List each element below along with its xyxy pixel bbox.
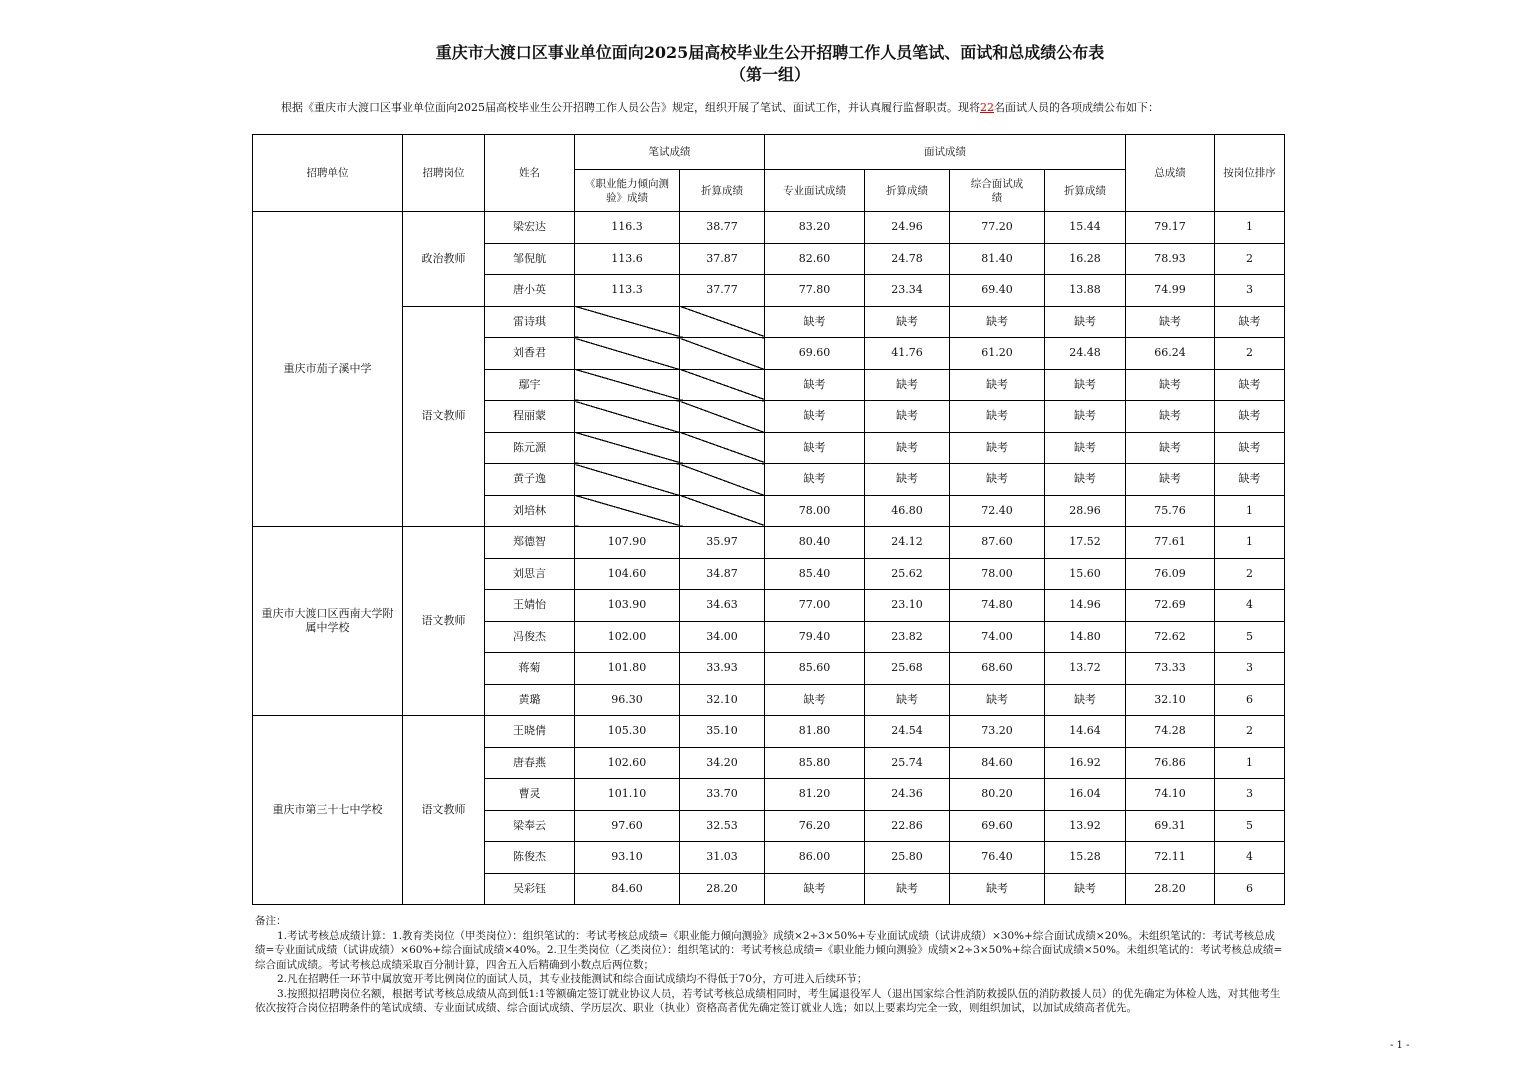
cell-comp-interview: 74.00 — [950, 621, 1045, 653]
cell-written-score: 107.90 — [575, 527, 680, 559]
cell-written-converted: 34.87 — [680, 558, 765, 590]
cell-name: 刘香君 — [485, 338, 575, 370]
cell-comp-interview: 61.20 — [950, 338, 1045, 370]
cell-pro-converted: 22.86 — [865, 810, 950, 842]
cell-name: 曹灵 — [485, 779, 575, 811]
cell-comp-converted: 缺考 — [1045, 432, 1126, 464]
cell-name: 梁宏达 — [485, 212, 575, 244]
cell-written-score: 102.00 — [575, 621, 680, 653]
page-title: 重庆市大渡口区事业单位面向2025届高校毕业生公开招聘工作人员笔试、面试和总成绩公布表 — [435, 43, 1105, 62]
cell-written-score — [575, 338, 680, 370]
cell-pro-converted: 25.68 — [865, 653, 950, 685]
cell-total: 72.62 — [1126, 621, 1215, 653]
cell-name: 刘培林 — [485, 495, 575, 527]
cell-total: 76.86 — [1126, 747, 1215, 779]
cell-comp-interview: 缺考 — [950, 306, 1045, 338]
cell-comp-converted: 16.92 — [1045, 747, 1126, 779]
cell-total: 69.31 — [1126, 810, 1215, 842]
cell-comp-interview: 缺考 — [950, 369, 1045, 401]
cell-rank: 缺考 — [1215, 369, 1285, 401]
cell-post: 语文教师 — [403, 527, 485, 716]
cell-pro-interview: 85.80 — [765, 747, 865, 779]
cell-rank: 5 — [1215, 810, 1285, 842]
cell-comp-interview: 69.40 — [950, 275, 1045, 307]
cell-pro-interview: 缺考 — [765, 464, 865, 496]
cell-pro-interview: 86.00 — [765, 842, 865, 874]
cell-name: 陈元源 — [485, 432, 575, 464]
cell-pro-interview: 缺考 — [765, 873, 865, 905]
cell-name: 梁奉云 — [485, 810, 575, 842]
table-row — [253, 527, 1285, 559]
intro-count: 22 — [980, 101, 994, 114]
cell-pro-converted: 缺考 — [865, 432, 950, 464]
notes-section — [255, 914, 1285, 1016]
cell-rank: 4 — [1215, 590, 1285, 622]
cell-comp-interview: 78.00 — [950, 558, 1045, 590]
cell-pro-converted: 23.34 — [865, 275, 950, 307]
cell-comp-interview: 69.60 — [950, 810, 1045, 842]
header-written-converted: 折算成绩 — [680, 170, 765, 212]
cell-comp-converted: 24.48 — [1045, 338, 1126, 370]
cell-comp-converted: 缺考 — [1045, 684, 1126, 716]
cell-written-score: 113.6 — [575, 243, 680, 275]
cell-written-score: 113.3 — [575, 275, 680, 307]
cell-rank: 2 — [1215, 243, 1285, 275]
cell-written-converted: 33.70 — [680, 779, 765, 811]
cell-written-converted: 28.20 — [680, 873, 765, 905]
cell-total: 缺考 — [1126, 464, 1215, 496]
cell-name: 王晓倩 — [485, 716, 575, 748]
cell-rank: 3 — [1215, 653, 1285, 685]
cell-rank: 3 — [1215, 779, 1285, 811]
cell-pro-interview: 79.40 — [765, 621, 865, 653]
cell-comp-interview: 76.40 — [950, 842, 1045, 874]
cell-written-score: 102.60 — [575, 747, 680, 779]
cell-rank: 4 — [1215, 842, 1285, 874]
cell-pro-interview: 85.60 — [765, 653, 865, 685]
note-2: 2.凡在招聘任一环节中属放宽开考比例岗位的面试人员，其专业技能测试和综合面试成绩均不得低于70分，方可进入后续环节； — [277, 973, 868, 985]
cell-pro-converted: 24.78 — [865, 243, 950, 275]
cell-written-score — [575, 495, 680, 527]
cell-pro-converted: 23.82 — [865, 621, 950, 653]
cell-written-converted: 32.53 — [680, 810, 765, 842]
cell-pro-converted: 缺考 — [865, 401, 950, 433]
cell-unit: 重庆市第三十七中学校 — [253, 716, 403, 905]
cell-pro-converted: 24.12 — [865, 527, 950, 559]
cell-name: 蒋菊 — [485, 653, 575, 685]
cell-pro-interview: 缺考 — [765, 684, 865, 716]
cell-name: 邹倪航 — [485, 243, 575, 275]
cell-comp-converted: 16.04 — [1045, 779, 1126, 811]
cell-written-score: 116.3 — [575, 212, 680, 244]
cell-pro-interview: 81.20 — [765, 779, 865, 811]
cell-pro-interview: 缺考 — [765, 369, 865, 401]
cell-comp-converted: 14.96 — [1045, 590, 1126, 622]
header-interview: 面试成绩 — [765, 135, 1126, 170]
cell-written-converted — [680, 338, 765, 370]
page-number: - 1 - — [1390, 1040, 1410, 1051]
intro-text-after: 名面试人员的各项成绩公布如下： — [994, 101, 1159, 114]
cell-written-converted: 38.77 — [680, 212, 765, 244]
cell-total: 缺考 — [1126, 306, 1215, 338]
cell-rank: 5 — [1215, 621, 1285, 653]
cell-written-converted — [680, 464, 765, 496]
cell-name: 唐小英 — [485, 275, 575, 307]
cell-rank: 2 — [1215, 558, 1285, 590]
cell-rank: 缺考 — [1215, 401, 1285, 433]
cell-comp-converted: 13.92 — [1045, 810, 1126, 842]
cell-rank: 1 — [1215, 527, 1285, 559]
cell-pro-interview: 78.00 — [765, 495, 865, 527]
cell-comp-converted: 缺考 — [1045, 873, 1126, 905]
cell-name: 黄璐 — [485, 684, 575, 716]
cell-pro-interview: 81.80 — [765, 716, 865, 748]
cell-name: 程丽蒙 — [485, 401, 575, 433]
cell-rank: 缺考 — [1215, 464, 1285, 496]
scores-table — [252, 134, 1285, 905]
cell-written-score — [575, 432, 680, 464]
header-written-score: 《职业能力倾向测验》成绩 — [575, 170, 680, 212]
cell-comp-converted: 缺考 — [1045, 401, 1126, 433]
cell-written-score — [575, 369, 680, 401]
cell-pro-interview: 缺考 — [765, 306, 865, 338]
cell-name: 鄢宇 — [485, 369, 575, 401]
cell-pro-converted: 25.74 — [865, 747, 950, 779]
cell-written-converted: 35.97 — [680, 527, 765, 559]
cell-total: 74.99 — [1126, 275, 1215, 307]
cell-written-score — [575, 464, 680, 496]
cell-comp-converted: 16.28 — [1045, 243, 1126, 275]
cell-total: 66.24 — [1126, 338, 1215, 370]
cell-pro-converted: 缺考 — [865, 684, 950, 716]
cell-pro-converted: 41.76 — [865, 338, 950, 370]
cell-comp-converted: 13.88 — [1045, 275, 1126, 307]
cell-written-score: 96.30 — [575, 684, 680, 716]
cell-pro-converted: 缺考 — [865, 464, 950, 496]
cell-name: 唐春燕 — [485, 747, 575, 779]
cell-comp-converted: 13.72 — [1045, 653, 1126, 685]
header-pro-interview: 专业面试成绩 — [765, 170, 865, 212]
cell-pro-converted: 缺考 — [865, 306, 950, 338]
cell-pro-interview: 缺考 — [765, 432, 865, 464]
cell-comp-interview: 68.60 — [950, 653, 1045, 685]
cell-pro-converted: 24.36 — [865, 779, 950, 811]
cell-pro-converted: 23.10 — [865, 590, 950, 622]
header-unit: 招聘单位 — [253, 135, 403, 212]
cell-comp-interview: 77.20 — [950, 212, 1045, 244]
cell-unit: 重庆市茄子溪中学 — [253, 212, 403, 527]
cell-comp-converted: 15.28 — [1045, 842, 1126, 874]
cell-pro-interview: 82.60 — [765, 243, 865, 275]
cell-total: 缺考 — [1126, 432, 1215, 464]
cell-total: 75.76 — [1126, 495, 1215, 527]
cell-pro-interview: 76.20 — [765, 810, 865, 842]
cell-total: 79.17 — [1126, 212, 1215, 244]
cell-rank: 2 — [1215, 338, 1285, 370]
cell-comp-interview: 72.40 — [950, 495, 1045, 527]
cell-comp-converted: 15.60 — [1045, 558, 1126, 590]
cell-written-converted: 37.77 — [680, 275, 765, 307]
cell-rank: 1 — [1215, 747, 1285, 779]
cell-name: 陈俊杰 — [485, 842, 575, 874]
cell-pro-converted: 24.54 — [865, 716, 950, 748]
cell-total: 缺考 — [1126, 401, 1215, 433]
note-3: 3.按照拟招聘岗位名额，根据考试考核总成绩从高到低1:1等额确定签订就业协议人员，若考试考核总成绩相同时，考生属退役军人（退出国家综合性消防救援队伍的消防救援人员）的优先确定为体检人选，对其他考生依次按符合岗位招聘条件的笔试成绩、专业面试成绩、综合面试成绩、学历层次、职业（执业）资格高者优先确定签订就业人选；如以上要素均完全一致，则组织加试，以加试成绩高者优先。 — [255, 987, 1281, 1014]
cell-post: 语文教师 — [403, 306, 485, 527]
cell-comp-interview: 缺考 — [950, 432, 1045, 464]
header-pro-converted: 折算成绩 — [865, 170, 950, 212]
cell-written-converted — [680, 369, 765, 401]
cell-comp-interview: 缺考 — [950, 464, 1045, 496]
cell-name: 黄子逸 — [485, 464, 575, 496]
cell-post: 政治教师 — [403, 212, 485, 307]
cell-total: 74.28 — [1126, 716, 1215, 748]
cell-written-score: 104.60 — [575, 558, 680, 590]
note-1: 1.考试考核总成绩计算：1.教育类岗位（甲类岗位）：组织笔试的：考试考核总成绩=《职业能力倾向测验》成绩×2÷3×50%+专业面试成绩（试讲成绩）×30%+综合面试成绩×20%。未组织笔试的：考试考核总成绩=专业面试成绩（试讲成绩）×60%+综合面试成绩×40%。2.卫生类岗位（乙类岗位）：组织笔试的：考试考核总成绩=《职业能力倾向测验》成绩×2÷3×50%+综合面试成绩×50%。未组织笔试的：考试考核总成绩=综合面试成绩。考试考核总成绩采取百分制计算，四舍五入后精确到小数点后两位数； — [255, 929, 1283, 971]
cell-pro-interview: 缺考 — [765, 401, 865, 433]
cell-total: 77.61 — [1126, 527, 1215, 559]
cell-rank: 6 — [1215, 873, 1285, 905]
cell-comp-interview: 74.80 — [950, 590, 1045, 622]
cell-name: 王婧怡 — [485, 590, 575, 622]
cell-rank: 缺考 — [1215, 432, 1285, 464]
cell-post: 语文教师 — [403, 716, 485, 905]
cell-total: 72.11 — [1126, 842, 1215, 874]
cell-rank: 1 — [1215, 212, 1285, 244]
cell-written-score: 103.90 — [575, 590, 680, 622]
cell-comp-converted: 14.64 — [1045, 716, 1126, 748]
cell-written-score: 97.60 — [575, 810, 680, 842]
cell-written-converted: 32.10 — [680, 684, 765, 716]
cell-written-converted: 35.10 — [680, 716, 765, 748]
cell-written-converted: 33.93 — [680, 653, 765, 685]
cell-total: 73.33 — [1126, 653, 1215, 685]
cell-unit: 重庆市大渡口区西南大学附属中学校 — [253, 527, 403, 716]
cell-pro-converted: 缺考 — [865, 369, 950, 401]
cell-pro-interview: 69.60 — [765, 338, 865, 370]
cell-comp-converted: 14.80 — [1045, 621, 1126, 653]
cell-rank: 3 — [1215, 275, 1285, 307]
cell-pro-converted: 46.80 — [865, 495, 950, 527]
cell-rank: 1 — [1215, 495, 1285, 527]
cell-comp-converted: 缺考 — [1045, 306, 1126, 338]
cell-rank: 6 — [1215, 684, 1285, 716]
cell-comp-converted: 17.52 — [1045, 527, 1126, 559]
table-row — [253, 716, 1285, 748]
cell-comp-interview: 缺考 — [950, 873, 1045, 905]
cell-comp-interview: 84.60 — [950, 747, 1045, 779]
cell-name: 雷诗琪 — [485, 306, 575, 338]
cell-comp-interview: 87.60 — [950, 527, 1045, 559]
cell-pro-interview: 85.40 — [765, 558, 865, 590]
cell-comp-interview: 73.20 — [950, 716, 1045, 748]
cell-written-score: 101.80 — [575, 653, 680, 685]
header-rank: 按岗位排序 — [1215, 135, 1285, 212]
cell-written-converted — [680, 495, 765, 527]
cell-total: 74.10 — [1126, 779, 1215, 811]
cell-comp-converted: 缺考 — [1045, 464, 1126, 496]
cell-written-score: 105.30 — [575, 716, 680, 748]
cell-comp-interview: 80.20 — [950, 779, 1045, 811]
cell-name: 吴彩钰 — [485, 873, 575, 905]
scores-table-body — [253, 212, 1285, 905]
cell-total: 72.69 — [1126, 590, 1215, 622]
cell-written-score: 101.10 — [575, 779, 680, 811]
header-written: 笔试成绩 — [575, 135, 765, 170]
cell-written-score — [575, 401, 680, 433]
cell-written-converted — [680, 401, 765, 433]
table-row — [253, 306, 1285, 338]
cell-rank: 缺考 — [1215, 306, 1285, 338]
intro-paragraph — [253, 100, 1283, 115]
cell-total: 32.10 — [1126, 684, 1215, 716]
cell-comp-converted: 15.44 — [1045, 212, 1126, 244]
header-total: 总成绩 — [1126, 135, 1215, 212]
cell-total: 76.09 — [1126, 558, 1215, 590]
header-comp-interview: 综合面试成绩 — [950, 170, 1045, 212]
cell-pro-interview: 83.20 — [765, 212, 865, 244]
header-name: 姓名 — [485, 135, 575, 212]
cell-pro-converted: 缺考 — [865, 873, 950, 905]
cell-total: 78.93 — [1126, 243, 1215, 275]
cell-comp-interview: 缺考 — [950, 684, 1045, 716]
header-post: 招聘岗位 — [403, 135, 485, 212]
cell-pro-converted: 24.96 — [865, 212, 950, 244]
cell-written-converted: 34.20 — [680, 747, 765, 779]
cell-total: 缺考 — [1126, 369, 1215, 401]
cell-name: 冯俊杰 — [485, 621, 575, 653]
cell-written-converted: 34.00 — [680, 621, 765, 653]
cell-comp-converted: 28.96 — [1045, 495, 1126, 527]
cell-pro-interview: 77.00 — [765, 590, 865, 622]
cell-written-converted: 37.87 — [680, 243, 765, 275]
cell-name: 刘思言 — [485, 558, 575, 590]
cell-rank: 2 — [1215, 716, 1285, 748]
cell-pro-interview: 80.40 — [765, 527, 865, 559]
cell-written-score: 93.10 — [575, 842, 680, 874]
cell-written-score: 84.60 — [575, 873, 680, 905]
cell-comp-interview: 缺考 — [950, 401, 1045, 433]
cell-comp-interview: 81.40 — [950, 243, 1045, 275]
cell-name: 郑德智 — [485, 527, 575, 559]
cell-written-converted: 31.03 — [680, 842, 765, 874]
cell-pro-converted: 25.80 — [865, 842, 950, 874]
cell-written-score — [575, 306, 680, 338]
intro-text-before: 根据《重庆市大渡口区事业单位面向2025届高校毕业生公开招聘工作人员公告》规定，组织开展了笔试、面试工作，并认真履行监督职责。现将 — [281, 101, 980, 114]
cell-written-converted — [680, 306, 765, 338]
table-row — [253, 212, 1285, 244]
cell-total: 28.20 — [1126, 873, 1215, 905]
page-subtitle: （第一组） — [729, 65, 810, 84]
notes-heading: 备注： — [255, 915, 287, 927]
cell-pro-interview: 77.80 — [765, 275, 865, 307]
cell-comp-converted: 缺考 — [1045, 369, 1126, 401]
header-comp-converted: 折算成绩 — [1045, 170, 1126, 212]
cell-written-converted: 34.63 — [680, 590, 765, 622]
cell-written-converted — [680, 432, 765, 464]
cell-pro-converted: 25.62 — [865, 558, 950, 590]
